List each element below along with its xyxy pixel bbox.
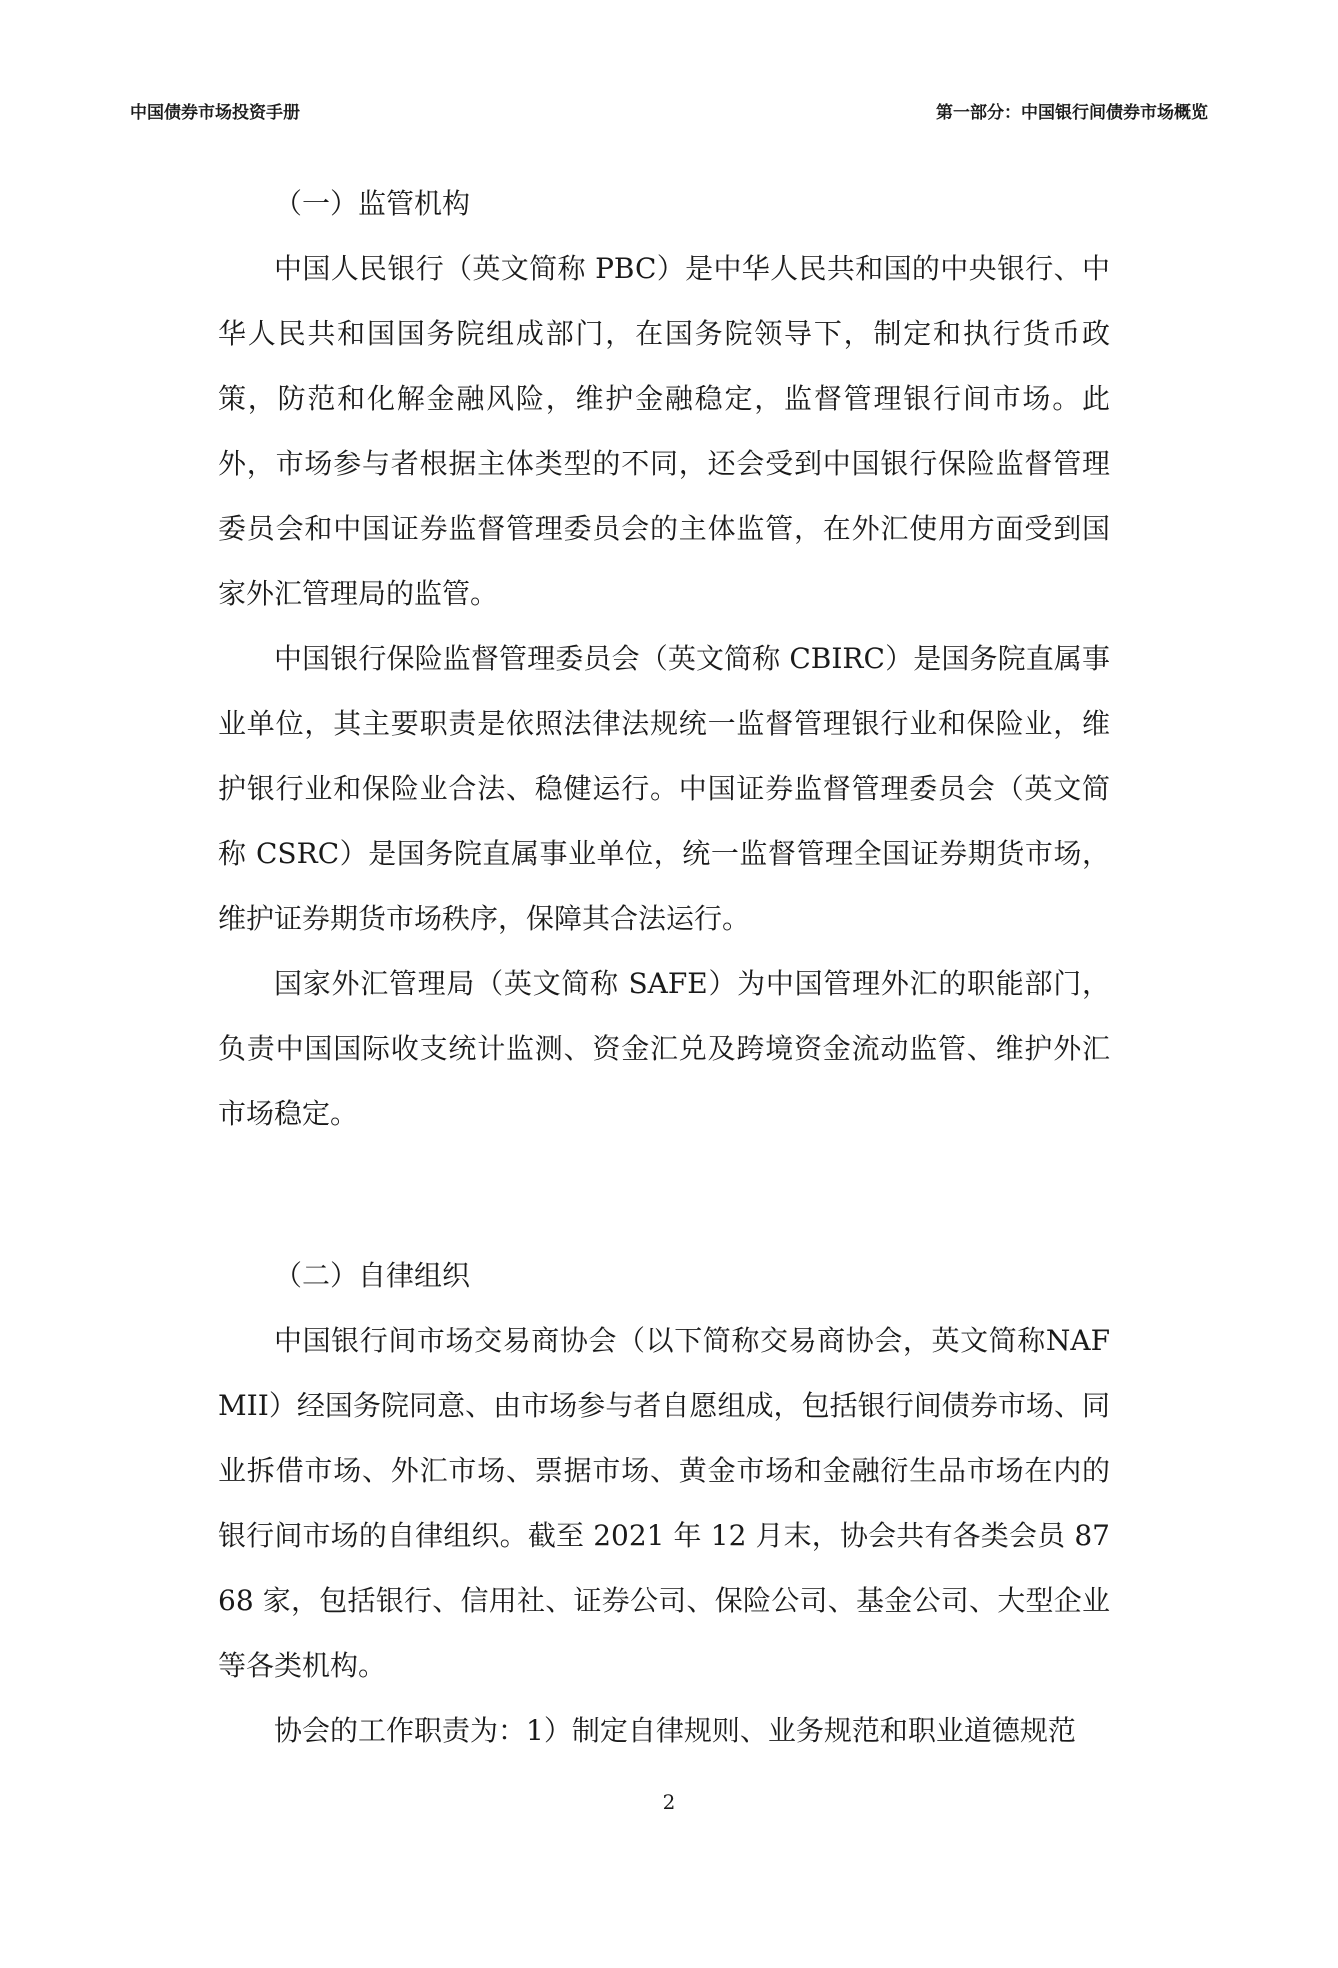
header-section-title: 第一部分：中国银行间债券市场概览 bbox=[936, 103, 1208, 123]
page-number: 2 bbox=[662, 1790, 676, 1814]
section-heading: （一）监管机构 bbox=[274, 187, 471, 220]
paragraph-nafmii: 中国银行间市场交易商协会（以下简称交易商协会，英文简称NAFMII）经国务院同意、由市场参与者自愿组成，包括银行间债券市场、同业拆借市场、外汇市场、票据市场、黄金市场和金融衍生品市场在内的银行间市场的自律组织。截至 2021 年 12 月末，协会共有各类会员 8768 家，包括银行、信用社、证券公司、保险公司、基金公司、大型企业等各类机构。 bbox=[218, 1324, 1110, 1682]
paragraph-pbc: 中国人民银行（英文简称 PBC）是中华人民共和国的中央银行、中华人民共和国国务院组成部门，在国务院领导下，制定和执行货币政策，防范和化解金融风险，维护金融稳定，监督管理银行间市场。此外，市场参与者根据主体类型的不同，还会受到中国银行保险监督管理委员会和中国证券监督管理委员会的主体监管，在外汇使用方面受到国家外汇管理局的监管。 bbox=[218, 252, 1110, 610]
paragraph-safe: 国家外汇管理局（英文简称 SAFE）为中国管理外汇的职能部门，负责中国国际收支统计监测、资金汇兑及跨境资金流动监管、维护外汇市场稳定。 bbox=[218, 967, 1110, 1130]
paragraph-nafmii-duties: 协会的工作职责为：1）制定自律规则、业务规范和职业道德规范 bbox=[274, 1714, 1076, 1747]
section-heading: （二）自律组织 bbox=[274, 1259, 471, 1292]
section-regulators bbox=[218, 172, 1110, 1146]
page-header bbox=[130, 98, 1208, 128]
document-body bbox=[218, 172, 1110, 1763]
header-document-title: 中国债券市场投资手册 bbox=[130, 103, 300, 123]
section-spacer bbox=[218, 1146, 1110, 1244]
section-self-regulatory bbox=[218, 1244, 1110, 1763]
paragraph-cbirc-csrc: 中国银行保险监督管理委员会（英文简称 CBIRC）是国务院直属事业单位，其主要职责是依照法律法规统一监督管理银行业和保险业，维护银行业和保险业合法、稳健运行。中国证券监督管理委员会（英文简称 CSRC）是国务院直属事业单位，统一监督管理全国证券期货市场，维护证券期货市场秩序，保障其合法运行。 bbox=[218, 642, 1110, 935]
